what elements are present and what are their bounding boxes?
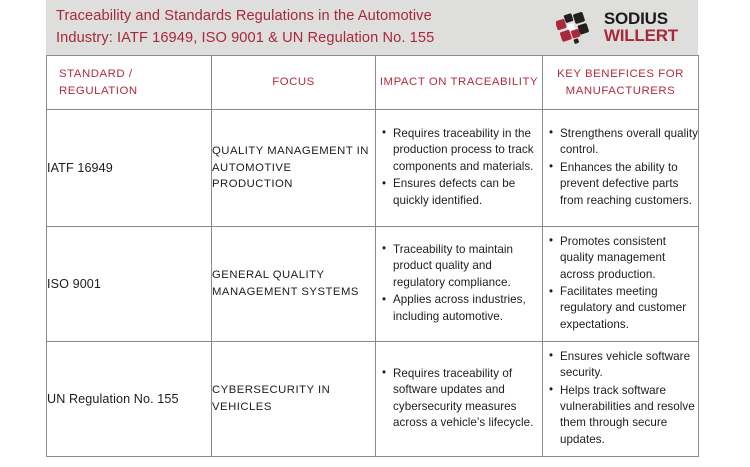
slide-header-band: [46, 0, 698, 55]
cell-benefits: [543, 110, 699, 227]
cell-impact: [376, 110, 543, 227]
benefits-bullet-list: [543, 126, 698, 209]
brand-word-willert: WILLERT: [603, 25, 678, 45]
cell-focus: CYBERSECURITY IN VEHICLES: [212, 342, 376, 457]
list-item: • Helps track software vulnerabilities and resolve them through secure updates.: [560, 383, 698, 449]
page-title: [56, 6, 434, 48]
page-title-line-1: Traceability and Standards Regulations in the Automotive: [56, 8, 432, 25]
brand-word-sodius: SODIUS: [603, 9, 668, 29]
cell-standard: IATF 16949: [47, 110, 212, 227]
benefits-bullet-list: [543, 349, 698, 449]
column-header-focus: FOCUS: [212, 56, 376, 110]
table-row: [47, 110, 699, 227]
brand-logo: [556, 11, 678, 45]
cell-standard: UN Regulation No. 155: [47, 342, 212, 457]
table-header-row: [47, 56, 699, 110]
list-item: • Facilitates meeting regulatory and customer expectations.: [560, 284, 698, 333]
cell-focus: GENERAL QUALITY MANAGEMENT SYSTEMS: [212, 227, 376, 342]
column-header-standard: STANDARD / REGULATION: [47, 56, 212, 110]
list-item: • Ensures defects can be quickly identified.: [393, 176, 542, 209]
brand-wordmark: [604, 11, 678, 44]
page-title-line-2: Industry: IATF 16949, ISO 9001 & UN Regulation No. 155: [56, 29, 435, 46]
cell-benefits: [543, 227, 699, 342]
regulations-table: [46, 55, 699, 457]
table-row: [47, 227, 699, 342]
list-item: • Requires traceability in the production process to track components and materials.: [393, 126, 542, 175]
list-item: • Applies across industries, including automotive.: [393, 292, 542, 325]
table-header: [47, 56, 699, 110]
table-row: [47, 342, 699, 457]
list-item: • Traceability to maintain product quality and regulatory compliance.: [393, 242, 542, 291]
table-body: [47, 110, 699, 457]
benefits-bullet-list: [543, 234, 698, 334]
sodius-willert-diamonds-icon: [556, 11, 598, 45]
cell-impact: [376, 227, 543, 342]
column-header-benefits: KEY BENEFICES FOR MANUFACTURERS: [543, 56, 699, 110]
list-item: • Promotes consistent quality management across production.: [560, 234, 698, 283]
cell-benefits: [543, 342, 699, 457]
impact-bullet-list: [376, 366, 542, 432]
cell-focus: QUALITY MANAGEMENT IN AUTOMOTIVE PRODUCTION: [212, 110, 376, 227]
impact-bullet-list: [376, 242, 542, 325]
list-item: • Enhances the ability to prevent defective parts from reaching customers.: [560, 160, 698, 209]
column-header-impact: IMPACT ON TRACEABILITY: [376, 56, 543, 110]
list-item: • Strengthens overall quality control.: [560, 126, 698, 159]
list-item: • Ensures vehicle software security.: [560, 349, 698, 382]
cell-impact: [376, 342, 543, 457]
impact-bullet-list: [376, 126, 542, 209]
cell-standard: ISO 9001: [47, 227, 212, 342]
list-item: • Requires traceability of software updates and cybersecurity measures across a vehicle’s lifecycle.: [393, 366, 542, 432]
